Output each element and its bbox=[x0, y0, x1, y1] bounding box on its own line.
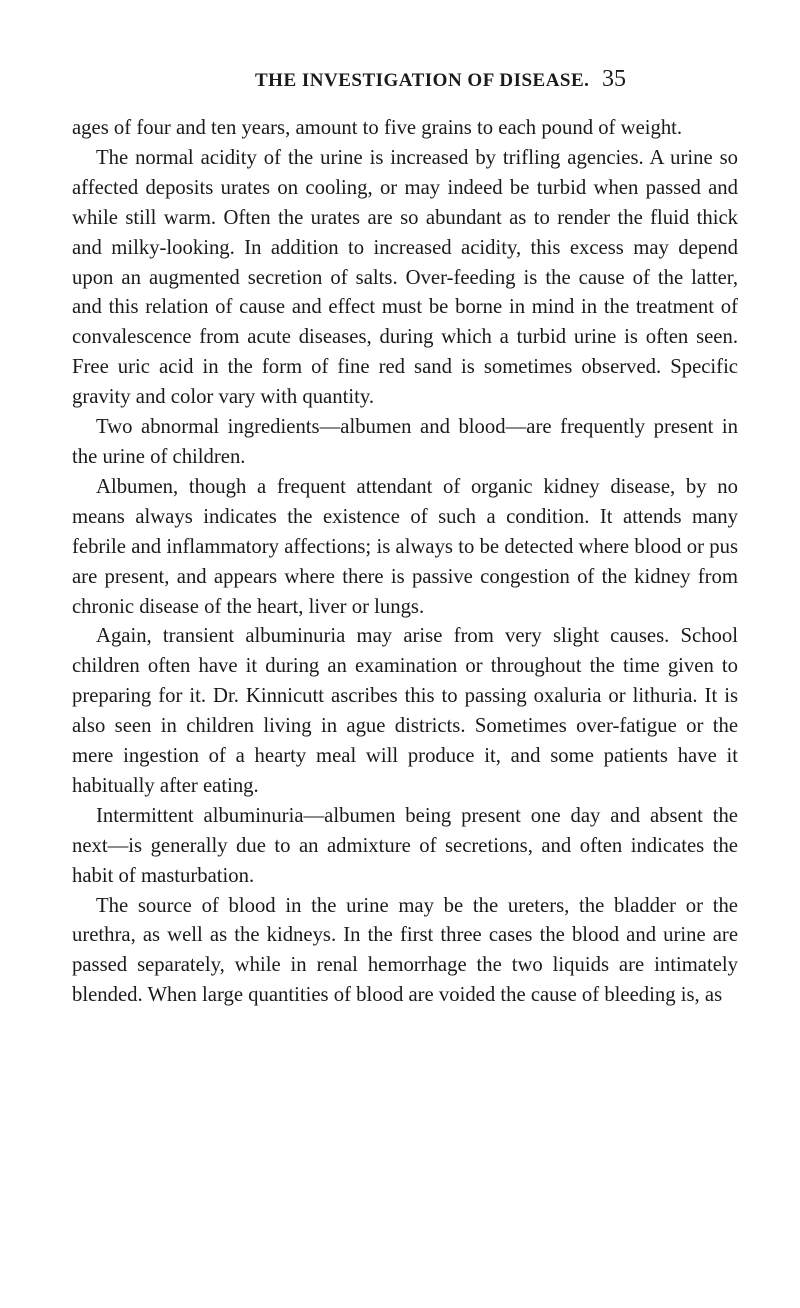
paragraph-transient-albuminuria: Again, transient albuminuria may arise from very slight causes. School children often have it during an examination or throughout the time given to preparing for it. Dr. Kinnicutt ascribes this to passing oxaluria or lithuria. It is also seen in children living in ague districts. Sometimes over-fatigue or the mere ingestion of a hearty meal will produce it, and some patients have it habitually after eating. bbox=[72, 625, 738, 797]
running-head bbox=[0, 60, 800, 100]
paragraph-albumen: Albumen, though a frequent attendant of organic kidney disease, by no means always indicates the existence of such a condition. It attends many febrile and inflammatory affections; is always to be detected where blood or pus are present, and appears where there is passive congestion of the kidney from chronic disease of the heart, liver or lungs. bbox=[72, 475, 738, 618]
paragraph-urine-acidity: The normal acidity of the urine is increased by trifling agencies. A urine so affected deposits urates on cooling, or may indeed be turbid when passed and while still warm. Often the urates are so abundant as to render the fluid thick and milky-looking. In addition to increased acidity, this excess may depend upon an augmented secretion of salts. Over-feeding is the cause of the latter, and this relation of cause and effect must be borne in mind in the treatment of convalescence from acute diseases, during which a turbid urine is often seen. Free uric acid in the form of fine red sand is sometimes observed. Specific gravity and color vary with quantity. bbox=[72, 146, 738, 409]
paragraph-continuation: ages of four and ten years, amount to five grains to each pound of weight. bbox=[72, 117, 683, 139]
page-header-title: THE INVESTIGATION OF DISEASE. bbox=[255, 70, 590, 91]
paragraph-intermittent-albuminuria: Intermittent albuminuria—albumen being present one day and absent the next—is generally due to an admixture of secretions, and often indicates the habit of masturbation. bbox=[72, 804, 738, 887]
body-text bbox=[72, 114, 738, 1011]
paragraph-abnormal-ingredients: Two abnormal ingredients—albumen and blood—are frequently present in the urine of children. bbox=[72, 416, 738, 468]
page-number: 35 bbox=[602, 66, 626, 92]
paragraph-blood-source: The source of blood in the urine may be the ureters, the bladder or the urethra, as well as the kidneys. In the first three cases the blood and urine are passed separately, while in renal hemorrhage the two liquids are intimately blended. When large quantities of blood are voided the cause of bleeding is, as bbox=[72, 894, 738, 1007]
